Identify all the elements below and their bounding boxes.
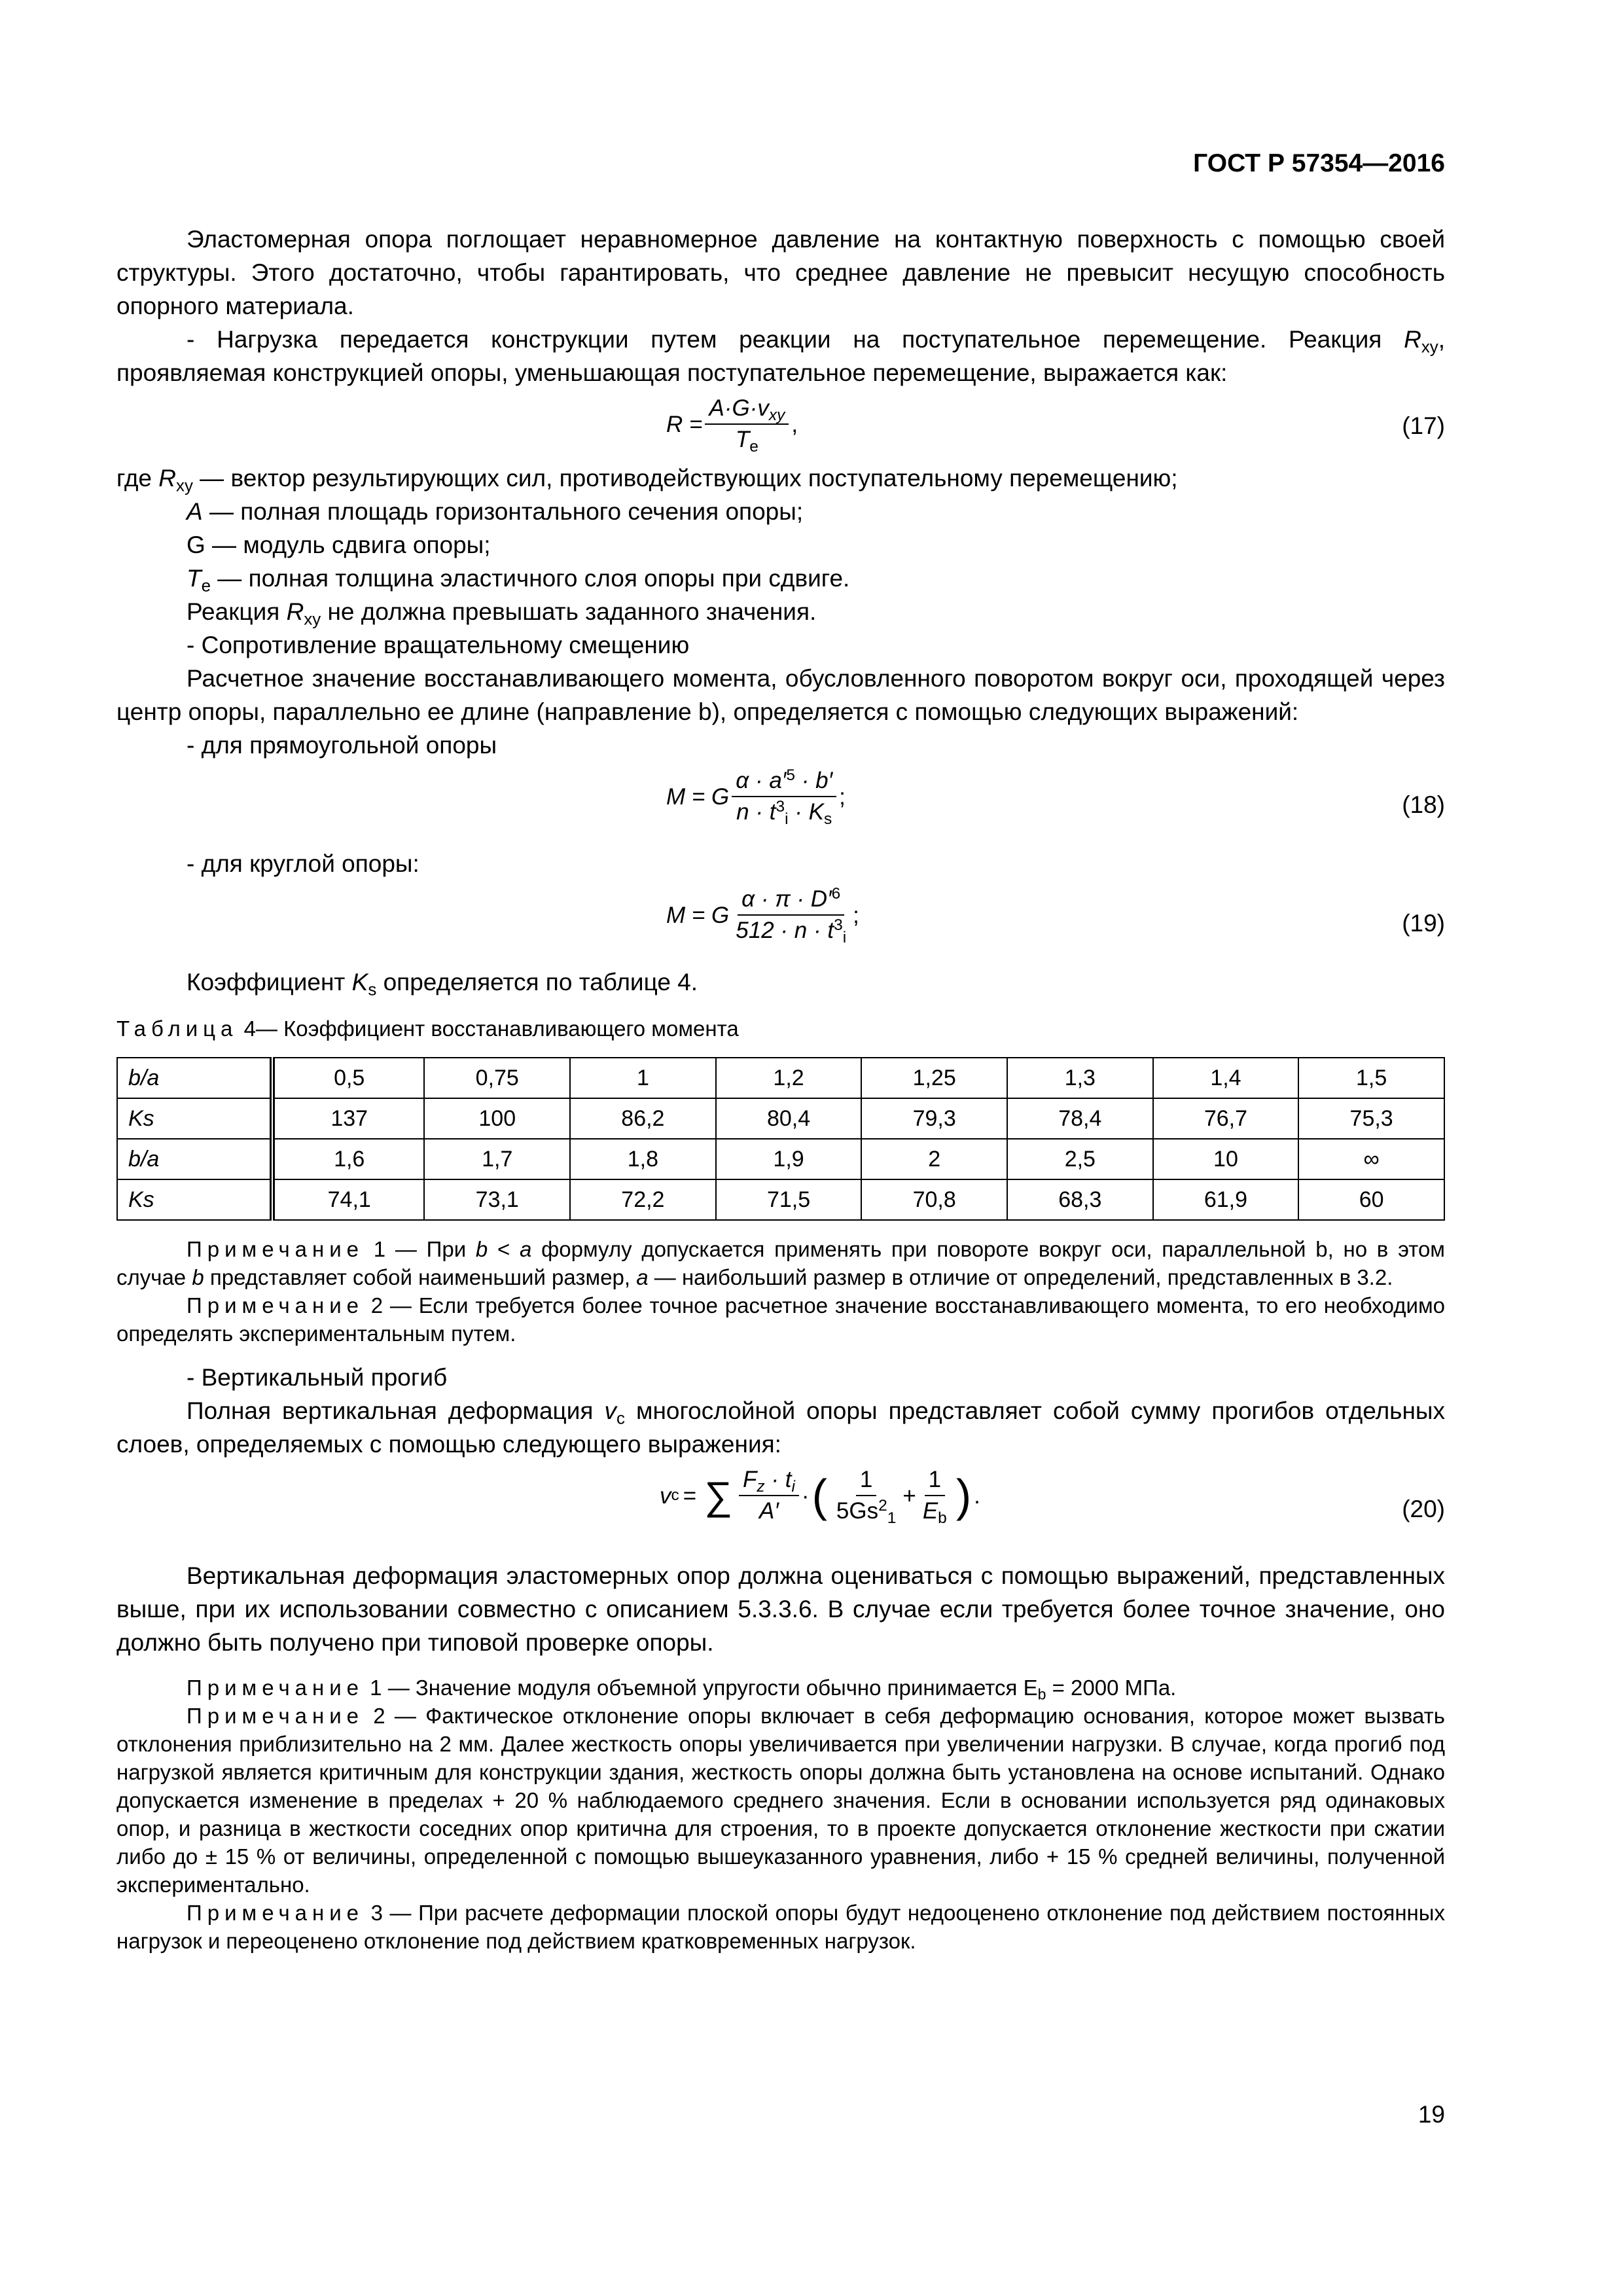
table-cell: 100 <box>424 1098 570 1139</box>
definition-g: G — модуль сдвига опоры; <box>187 531 491 558</box>
table-cell: 80,4 <box>716 1098 862 1139</box>
row-header: b/a <box>117 1058 272 1098</box>
table-note-2: Примечание 2 — Если требуется более точное расчетное значение восстанавливающего момента, то его необходимо определять экспериментальным путем. <box>116 1293 1445 1346</box>
table-cell: 1,3 <box>1007 1058 1153 1098</box>
equation-number: (19) <box>1402 910 1445 937</box>
document-page <box>116 0 1445 2296</box>
paragraph-load-transfer: - Нагрузка передается конструкции путем реакции на поступательное перемещение. Реакция $R_{xy}$, проявляемая конструкцией опоры, уменьшающая поступательное перемещение, выражается как: <box>116 326 1445 386</box>
table-cell: 2,5 <box>1007 1139 1153 1179</box>
equation-18: M = G $\frac{\alpha \cdot a'^5 \cdot b'}{n \cdot t^3_i \cdot K_s}$ ; (18) <box>666 766 1445 828</box>
table-cell: 0,75 <box>424 1058 570 1098</box>
equation-number: (18) <box>1402 791 1445 818</box>
heading-rotation: - Сопротивление вращательному смещению <box>187 632 690 658</box>
coefficient-table <box>116 1057 1445 1221</box>
table-cell: 73,1 <box>424 1179 570 1220</box>
table-cell: ∞ <box>1298 1139 1444 1179</box>
table-cell: 61,9 <box>1153 1179 1299 1220</box>
paragraph-coefficient: Коэффициент $K_s$ определяется по таблице 4. <box>187 969 698 999</box>
table-cell: 0,5 <box>272 1058 424 1098</box>
paragraph-rotation: Расчетное значение восстанавливающего момента, обусловленного поворотом вокруг оси, проходящей через центр опоры, параллельно ее длине (направление b), определяется с помощью следующих выражений: <box>116 665 1445 725</box>
definition-rxy: где $R_{xy}$ — вектор результирующих сил, противодействующих поступательному перемещению; <box>116 465 1178 495</box>
table-cell: 79,3 <box>861 1098 1007 1139</box>
table-row <box>117 1098 1444 1139</box>
document-id: ГОСТ Р 57354—2016 <box>1193 149 1445 177</box>
table-cell: 10 <box>1153 1139 1299 1179</box>
table-cell: 1 <box>570 1058 716 1098</box>
table-cell: 1,8 <box>570 1139 716 1179</box>
table-cell: 137 <box>272 1098 424 1139</box>
table-cell: 1,2 <box>716 1058 862 1098</box>
label-rectangular: - для прямоугольной опоры <box>187 732 497 759</box>
heading-vertical: - Вертикальный прогиб <box>187 1364 448 1391</box>
paragraph-elastomer: Эластомерная опора поглощает неравномерное давление на контактную поверхность с помощью своей структуры. Этого достаточно, чтобы гарантировать, что среднее давление не превысит несущую способность опорного материала. <box>116 226 1445 319</box>
table-cell: 78,4 <box>1007 1098 1153 1139</box>
table-cell: 1,6 <box>272 1139 424 1179</box>
equation-20: v c = ∑ $\frac{F_z \cdot t_i}{A'}$ · ( $\frac{1}{5Gs^2_1}$ + $\frac{1}{E_b}$ ) . (20) <box>660 1467 1445 1527</box>
table-cell: 75,3 <box>1298 1098 1444 1139</box>
final-notes <box>116 1674 1445 1955</box>
table-cell: 76,7 <box>1153 1098 1299 1139</box>
final-note-3: Примечание 3 — При расчете деформации плоской опоры будут недооценено отклонение под действием постоянных нагрузок и переоценено отклонение под действием кратковременных нагрузок. <box>116 1901 1445 1953</box>
label-round: - для круглой опоры: <box>187 850 419 877</box>
table-cell: 1,25 <box>861 1058 1007 1098</box>
equation-number: (17) <box>1402 412 1445 439</box>
table-cell: 68,3 <box>1007 1179 1153 1220</box>
definition-te: $T_e$ — полная толщина эластичного слоя опоры при сдвиге. <box>187 565 850 596</box>
table-cell: 1,7 <box>424 1139 570 1179</box>
paragraph-vertical: Полная вертикальная деформация $v_c$ многослойной опоры представляет собой сумму прогибов отдельных слоев, определяемых с помощью следующего выражения: <box>116 1397 1445 1458</box>
table-cell: 74,1 <box>272 1179 424 1220</box>
table-cell: 71,5 <box>716 1179 862 1220</box>
equation-number: (20) <box>1402 1496 1445 1522</box>
table-row <box>117 1058 1444 1098</box>
equation-19: M = G $\frac{\alpha \cdot \pi \cdot D'^6}{512 \cdot n \cdot t^3_i}$ ; (19) <box>666 884 1445 946</box>
equation-17: R = $\frac{A\cdot G\cdot v_{xy}}{T_e}$ , (17) <box>666 395 1445 456</box>
table-cell: 72,2 <box>570 1179 716 1220</box>
final-note-1: Примечание 1 — Значение модуля объемной упругости обычно принимается $E_b = 2000$ МПа. <box>187 1676 1177 1703</box>
paragraph-reaction-limit: Реакция $R_{xy}$ не должна превышать заданного значения. <box>187 598 817 629</box>
definition-a: A — полная площадь горизонтального сечения опоры; <box>187 498 804 525</box>
row-header: b/a <box>117 1139 272 1179</box>
table-notes <box>116 1235 1445 1348</box>
table-cell: 1,4 <box>1153 1058 1299 1098</box>
document-body <box>116 223 1445 1955</box>
table-note-1: Примечание 1 — При b < a формулу допускается применять при повороте вокруг оси, параллельной b, но в этом случае b представляет собой наименьший размер, a — наибольший размер в отличие от определений, представленных в 3.2. <box>116 1237 1445 1289</box>
final-note-2: Примечание 2 — Фактическое отклонение опоры включает в себя деформацию основания, которое может вызвать отклонения приблизительно на 2 мм. Далее жесткость опоры увеличивается при увеличении нагрузки. В случае, когда прогиб под нагрузкой является критичным для конструкции здания, жесткость опоры должна быть установлена на основе испытаний. Однако допускается изменение в пределах + 20 % наблюдаемого среднего значения. Если в основании используется ряд одинаковых опор, и разница в жесткости соседних опор критична для строения, то в проекте допускается отклонение жесткости при сжатии либо до ± 15 % от величины, определенной с помощью вышеуказанного уравнения, либо + 15 % средней величины, полученной экспериментально. <box>116 1704 1445 1897</box>
table-cell: 60 <box>1298 1179 1444 1220</box>
table-row <box>117 1139 1444 1179</box>
row-header: Ks <box>117 1179 272 1220</box>
table-cell: 86,2 <box>570 1098 716 1139</box>
table-caption: Таблица 4— Коэффициент восстанавливающего момента <box>116 1016 739 1041</box>
table-cell: 1,5 <box>1298 1058 1444 1098</box>
page-number: 19 <box>1418 2101 1445 2128</box>
table-cell: 70,8 <box>861 1179 1007 1220</box>
table-cell: 1,9 <box>716 1139 862 1179</box>
table-row <box>117 1179 1444 1220</box>
row-header: Ks <box>117 1098 272 1139</box>
table-cell: 2 <box>861 1139 1007 1179</box>
paragraph-vertical-evaluation: Вертикальная деформация эластомерных опор должна оцениваться с помощью выражений, представленных выше, при их использовании совместно с описанием 5.3.3.6. В случае если требуется более точное значение, оно должно быть получено при типовой проверке опоры. <box>116 1562 1445 1656</box>
